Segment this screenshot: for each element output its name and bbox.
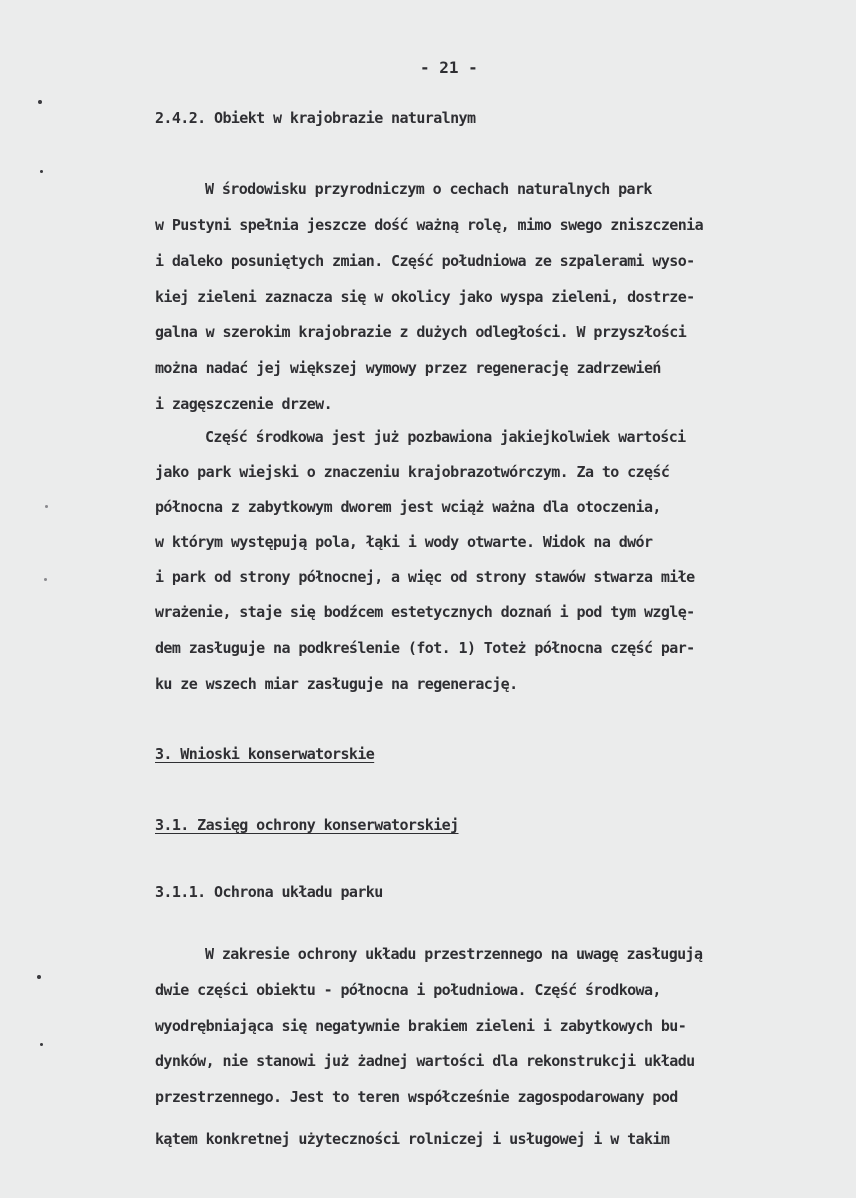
paragraph-line: dwie części obiektu - północna i południowa. Część środkowa, <box>155 981 661 999</box>
paragraph-line: wyodrębniająca się negatywnie brakiem zieleni i zabytkowych bu- <box>155 1017 687 1035</box>
paragraph-line: wrażenie, staje się bodźcem estetycznych doznań i pod tym wzglę- <box>155 603 695 621</box>
section-heading-3-1: 3.1. Zasięg ochrony konserwatorskiej <box>155 816 459 834</box>
punch-hole-mark <box>44 578 47 581</box>
punch-hole-mark <box>38 100 42 104</box>
paragraph-line: Część środkowa jest już pozbawiona jakiejkolwiek wartości <box>205 428 686 446</box>
section-heading-3-1-1: 3.1.1. Ochrona układu parku <box>155 883 383 901</box>
paragraph-line: i daleko posuniętych zmian. Część południowa ze szpalerami wyso- <box>155 252 695 270</box>
section-heading-2-4-2: 2.4.2. Obiekt w krajobrazie naturalnym <box>155 109 476 127</box>
page-number: - 21 - <box>420 58 478 77</box>
punch-hole-mark <box>40 170 43 173</box>
paragraph-line: przestrzennego. Jest to teren współcześnie zagospodarowany pod <box>155 1088 678 1106</box>
paragraph-line: i zagęszczenie drzew. <box>155 395 333 413</box>
punch-hole-mark <box>45 505 48 508</box>
paragraph-line: kiej zieleni zaznacza się w okolicy jako wyspa zieleni, dostrze- <box>155 288 695 306</box>
paragraph-line: kątem konkretnej użyteczności rolniczej i usługowej i w takim <box>155 1130 670 1148</box>
paragraph-line: W zakresie ochrony układu przestrzennego na uwagę zasługują <box>205 945 703 963</box>
paragraph-line: dynków, nie stanowi już żadnej wartości dla rekonstrukcji układu <box>155 1052 695 1070</box>
punch-hole-mark <box>37 975 41 979</box>
punch-hole-mark <box>40 1043 43 1046</box>
paragraph-line: w którym występują pola, łąki i wody otwarte. Widok na dwór <box>155 533 653 551</box>
paragraph-line: dem zasługuje na podkreślenie (fot. 1) Toteż północna część par- <box>155 639 695 657</box>
paragraph-line: można nadać jej większej wymowy przez regenerację zadrzewień <box>155 359 661 377</box>
paragraph-line: jako park wiejski o znaczeniu krajobrazotwórczym. Za to część <box>155 463 670 481</box>
paragraph-line: północna z zabytkowym dworem jest wciąż ważna dla otoczenia, <box>155 498 661 516</box>
paragraph-line: galna w szerokim krajobrazie z dużych odległości. W przyszłości <box>155 323 687 341</box>
paragraph-line: w Pustyni spełnia jeszcze dość ważną rolę, mimo swego zniszczenia <box>155 216 704 234</box>
paragraph-line: W środowisku przyrodniczym o cechach naturalnych park <box>205 180 652 198</box>
paragraph-line: ku ze wszech miar zasługuje na regenerację. <box>155 675 518 693</box>
section-heading-3: 3. Wnioski konserwatorskie <box>155 745 375 763</box>
paragraph-line: i park od strony północnej, a więc od strony stawów stwarza miłe <box>155 568 695 586</box>
